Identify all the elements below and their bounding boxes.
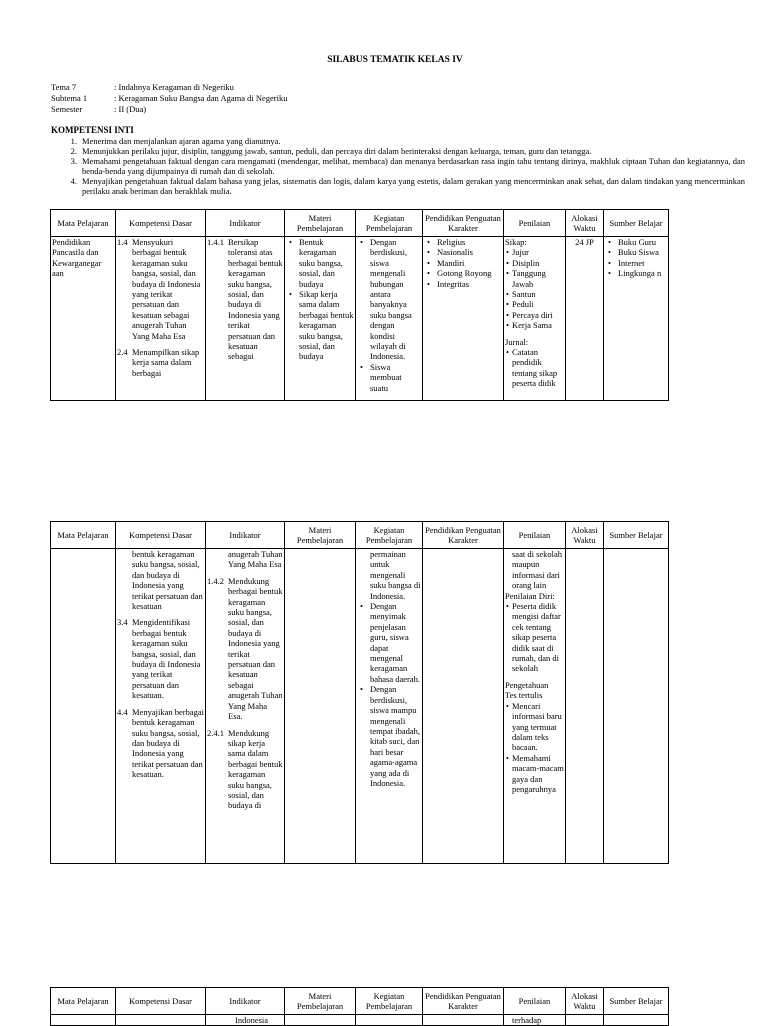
kd-continuation: bentuk keragaman suku bangsa, sosial, dan budaya di Indonesia yang terikat persatuan dan kesatuan (132, 549, 203, 612)
ki-list (51, 136, 745, 196)
cell-karakter (423, 1015, 504, 1026)
cell-mapel: Pendidikan Pancasila dan Kewarganegar aan (51, 237, 116, 401)
header-kegiatan: Kegiatan Pembelajaran (356, 522, 423, 549)
header-karakter: Pendidikan Penguatan Karakter (423, 522, 504, 549)
cell-materi (285, 1015, 356, 1026)
list-item: • Percaya diri (512, 310, 564, 320)
kd-code: 4.4 (117, 706, 128, 717)
indikator-continuation: Indonesia (235, 1015, 269, 1025)
meta-label: Semester (51, 104, 83, 114)
cell-sumber (604, 549, 669, 864)
penilaian-label: Penilaian Diri: (505, 590, 555, 601)
cell-karakter (423, 549, 504, 864)
kd-item (117, 707, 204, 780)
cell-materi (285, 237, 356, 401)
penilaian-label: Jurnal: (505, 336, 529, 347)
penilaian-continuation: terhadap (512, 1015, 542, 1025)
kegiatan-continuation: permainan untuk mengenali suku bangsa di Indonesia. (370, 549, 421, 601)
kd-text: Menyajikan berbagai bentuk keragaman suku bangsa, sosial, dan budaya di Indonesia yang terikat persatuan dan kesatuan. (132, 706, 204, 780)
list-item: • Mencari informasi baru yang termuat dalam teks bacaan. (512, 701, 564, 753)
document-title: SILABUS TEMATIK KELAS IV (327, 55, 463, 65)
ki-number: 3. (70, 156, 77, 166)
list-item: • Dengan menyimak penjelasan guru, siswa dapat mengenal keragaman bahasa daerah. (370, 601, 421, 684)
ki-item (51, 146, 745, 156)
table-row (51, 549, 669, 864)
table-header-row (51, 522, 669, 549)
header-kd: Kompetensi Dasar (116, 522, 206, 549)
syllabus-table-1 (50, 209, 669, 401)
header-kd: Kompetensi Dasar (116, 988, 206, 1015)
list-item: • Memahami macam-macam gaya dan pengaruhnya (512, 753, 564, 795)
header-penilaian: Penilaian (504, 210, 566, 237)
table-row (51, 237, 669, 401)
list-item: • Integritas (437, 279, 502, 289)
list-item: • Kerja Sama (512, 320, 564, 330)
header-alokasi: Alokasi Waktu (566, 210, 604, 237)
ki-text: Menyajikan pengetahuan faktual dalam bahasa yang jelas, sistematis dan logis, dalam karya yang estetis, dalam gerakan yang mencerminkan anak sehat, dan dalam tindakan yang mencerminkan perilaku anak beriman dan berakhlak mulia. (82, 176, 745, 196)
indikator-code: 2.4.1 (207, 727, 224, 738)
penilaian-label: Tes tertulis (505, 690, 543, 701)
header-karakter: Pendidikan Penguatan Karakter (423, 988, 504, 1015)
table-header-row (51, 988, 669, 1015)
ki-item (51, 136, 745, 146)
header-penilaian: Penilaian (504, 988, 566, 1015)
indikator-text: Mendukung sikap kerja sama dalam berbagai bentuk keragaman suku bangsa, sosial, dan budaya di (228, 727, 283, 811)
list-item: • Mandiri (437, 258, 502, 268)
header-penilaian: Penilaian (504, 522, 566, 549)
header-karakter: Pendidikan Penguatan Karakter (423, 210, 504, 237)
table-row (51, 1015, 669, 1026)
header-mapel: Mata Pelajaran (51, 522, 116, 549)
table-header-row (51, 210, 669, 237)
indikator-code: 1.4.2 (207, 575, 224, 586)
cell-kd (116, 1015, 206, 1026)
ki-number: 1. (70, 136, 77, 146)
meta-block (51, 82, 288, 115)
list-item: • Lingkunga n (618, 268, 667, 278)
header-kd: Kompetensi Dasar (116, 210, 206, 237)
cell-indikator (206, 1015, 285, 1026)
ki-number: 2. (70, 146, 77, 156)
meta-label: Subtema 1 (51, 93, 88, 103)
header-materi: Materi Pembelajaran (285, 988, 356, 1015)
cell-karakter (423, 237, 504, 401)
list-item: • Tanggung Jawab (512, 268, 564, 289)
cell-alokasi (566, 1015, 604, 1026)
header-sumber: Sumber Belajar (604, 522, 669, 549)
kd-code: 1.4 (117, 237, 128, 247)
syllabus-table-3 (50, 987, 669, 1026)
header-alokasi: Alokasi Waktu (566, 522, 604, 549)
meta-row-subtema (51, 93, 288, 104)
header-sumber: Sumber Belajar (604, 988, 669, 1015)
indikator-text: Mendukung berbagai bentuk keragaman suku bangsa, sosial, dan budaya di Indonesia yang terikat persatuan dan kesatuan sebagai anugerah Tuhan Yang Maha Esa. (228, 575, 283, 722)
header-alokasi: Alokasi Waktu (566, 988, 604, 1015)
cell-sumber (604, 237, 669, 401)
ki-number: 4. (70, 176, 77, 186)
cell-alokasi: 24 JP (566, 237, 604, 401)
penilaian-continuation: saat di sekolah maupun informasi dari orang lain (512, 549, 563, 591)
ki-text: Memahami pengetahuan faktual dengan cara mengamati (mendengar, melihat, membaca) dan menanya berdasarkan rasa ingin tahu tentang dirinya, makhluk ciptaan Tuhan dan kegiatannya, dan benda-benda yang dijumpainya di rumah dan di sekolah. (82, 156, 745, 176)
indikator-item (207, 728, 283, 811)
list-item: • Disiplin (512, 258, 564, 268)
header-sumber: Sumber Belajar (604, 210, 669, 237)
cell-alokasi (566, 549, 604, 864)
list-item: • Religius (437, 237, 502, 247)
meta-value: : II (Dua) (114, 104, 147, 114)
list-item: • Peserta didik mengisi daftar cek tentang sikap peserta didik saat di rumah, dan di sekolah (512, 601, 564, 674)
kd-code: 3.4 (117, 617, 128, 628)
list-item: • Peduli (512, 299, 564, 309)
cell-indikator (206, 237, 285, 401)
header-mapel: Mata Pelajaran (51, 210, 116, 237)
cell-penilaian (504, 1015, 566, 1026)
cell-kegiatan (356, 237, 423, 401)
ki-item (51, 156, 745, 176)
kd-text: Mengidentifikasi berbagai bentuk keragaman suku bangsa, sosial, dan budaya di Indonesia yang terikat persatuan dan kesatuan. (132, 617, 201, 701)
cell-mapel (51, 1015, 116, 1026)
list-item: • Gotong Royong (437, 268, 502, 278)
kd-text: Menampilkan sikap kerja sama dalam berbagai (132, 347, 200, 378)
list-item: • Dengan berdiskusi, siswa mampu mengenali tempat ibadah, kitab suci, dan hari besar agama-agama yang ada di Indonesia. (370, 684, 421, 788)
list-item: • Jujur (512, 247, 564, 257)
kd-text: Mensyukuri berbagai bentuk keragaman suku bangsa, sosial, dan budaya di Indonesia yang terikat persatuan dan kesatuan sebagai anugerah Tuhan Yang Maha Esa (132, 237, 201, 341)
header-indikator: Indikator (206, 988, 285, 1015)
list-item: • Bentuk keragaman suku bangsa, sosial, dan budaya (299, 237, 354, 289)
meta-row-semester (51, 104, 288, 115)
cell-kd (116, 549, 206, 864)
header-kegiatan: Kegiatan Pembelajaran (356, 988, 423, 1015)
cell-kegiatan (356, 1015, 423, 1026)
kd-item (117, 617, 204, 700)
kd-item (117, 347, 204, 378)
indikator-text: Bersikap toleransi atas berbagai bentuk keragaman suku bangsa, sosial, dan budaya di Indonesia yang terikat persatuan dan kesatuan sebagai (228, 237, 283, 362)
meta-row-tema (51, 82, 288, 93)
kd-item (117, 237, 204, 341)
header-kegiatan: Kegiatan Pembelajaran (356, 210, 423, 237)
indikator-continuation: anugerah Tuhan Yang Maha Esa (228, 549, 283, 570)
kd-code: 2.4 (117, 347, 128, 358)
list-item: • Nasionalis (437, 247, 502, 257)
ki-text: Menunjukkan perilaku jujur, disiplin, tanggung jawab, santun, peduli, dan percaya diri dalam berinteraksi dengan keluarga, teman, guru dan tetangga. (82, 146, 592, 156)
cell-indikator (206, 549, 285, 864)
cell-kd (116, 237, 206, 401)
cell-kegiatan (356, 549, 423, 864)
list-item: • Sikap kerja sama dalam berbagai bentuk keragaman suku bangsa, sosial, dan budaya (299, 289, 354, 362)
penilaian-label: Pengetahuan (505, 679, 549, 690)
ki-heading: KOMPETENSI INTI (51, 125, 134, 135)
list-item: • Santun (512, 289, 564, 299)
cell-penilaian (504, 237, 566, 401)
meta-label: Tema 7 (51, 82, 77, 92)
indikator-code: 1.4.1 (207, 237, 224, 247)
list-item: • Internet (618, 258, 667, 268)
ki-item (51, 176, 745, 196)
list-item: • Catatan pendidik tentang sikap peserta didik (512, 347, 564, 389)
list-item: • Siswa membuat suatu (370, 362, 421, 393)
indikator-item (207, 576, 283, 722)
cell-penilaian (504, 549, 566, 864)
list-item: • Dengan berdiskusi, siswa mengenali hubungan antara banyaknya suku bangsa dengan kondisi wilayah di Indonesia. (370, 237, 421, 362)
ki-text: Menerima dan menjalankan ajaran agama yang dianutnya. (82, 136, 281, 146)
penilaian-label: Sikap: (505, 237, 527, 247)
meta-value: : Indahnya Keragaman di Negeriku (114, 82, 234, 92)
syllabus-table-2 (50, 521, 669, 864)
list-item: • Buku Guru (618, 237, 667, 247)
header-indikator: Indikator (206, 210, 285, 237)
list-item: • Buku Siswa (618, 247, 667, 257)
meta-value: : Keragaman Suku Bangsa dan Agama di Negeriku (114, 93, 288, 103)
cell-mapel (51, 549, 116, 864)
header-materi: Materi Pembelajaran (285, 210, 356, 237)
cell-sumber (604, 1015, 669, 1026)
header-indikator: Indikator (206, 522, 285, 549)
header-materi: Materi Pembelajaran (285, 522, 356, 549)
cell-materi (285, 549, 356, 864)
indikator-item (207, 237, 283, 362)
header-mapel: Mata Pelajaran (51, 988, 116, 1015)
